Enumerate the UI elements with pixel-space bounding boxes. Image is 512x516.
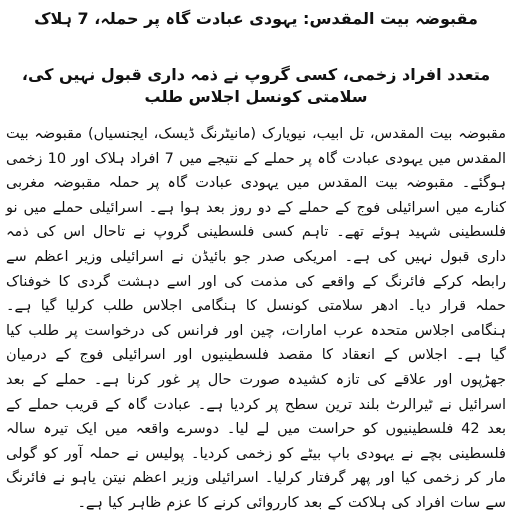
headline-sub: متعدد افراد زخمی، کسی گروپ نے ذمہ داری قبول نہیں کی، سلامتی کونسل اجلاس طلب xyxy=(21,65,491,106)
headline-main: مقبوضہ بیت المقدس: یہودی عبادت گاہ پر حملہ، 7 ہلاک xyxy=(34,9,478,28)
article-body: مقبوضہ بیت المقدس، تل ابیب، نیویارک (مانیٹرنگ ڈیسک، ایجنسیاں) مقبوضہ بیت المقدس میں یہودی عبادت گاہ پر حملے کے نتیجے میں 7 افراد ہلاک اور 10 زخمی ہوگئے۔ مقبوضہ بیت المقدس میں یہودی عبادت گاہ پر حملہ مقبوضہ مغربی کنارے میں اسرائیلی فوج کے حملے کے دو روز بعد ہوا ہے۔ اسرائیلی حملے میں نو فلسطینی شہید ہوئے تھے۔ تاہم کسی فلسطینی گروپ نے تاحال اس کی ذمہ داری قبول نہیں کی ہے۔ امریکی صدر جو بائیڈن نے اسرائیلی وزیر اعظم سے رابطہ کرکے فائرنگ کے واقعے کی مذمت کی اور اسے دہشت گردی کا خوفناک حملہ قرار دیا۔ ادھر سلامتی کونسل کا ہنگامی اجلاس طلب کرلیا گیا ہے۔ ہنگامی اجلاس متحدہ عرب امارات، چین اور فرانس کی درخواست پر طلب کیا گیا ہے۔ اجلاس کے انعقاد کا مقصد فلسطینیوں اور اسرائیلی فوج کے درمیان جھڑپوں اور علاقے کی تازہ کشیدہ صورت حال پر غور کرنا ہے۔ حملے کے بعد اسرائیل نے ٹیرالرٹ بلند ترین سطح پر کردیا ہے۔ عبادت گاہ کے قریب حملے کے بعد 42 فلسطینیوں کو حراست میں لے لیا۔ دوسرے واقعہ میں ایک تیرہ سالہ فلسطینی بچے نے یہودی باپ بیٹے کو زخمی کردیا۔ پولیس نے حملہ آور کو گولی مار کر زخمی کیا اور پھر گرفتار کرلیا۔ اسرائیلی وزیر اعظم نیتن یاہو نے فائرنگ سے سات افراد کی ہلاکت کے بعد کارروائی کرنے کا عزم ظاہر کیا ہے۔ xyxy=(6,126,506,511)
